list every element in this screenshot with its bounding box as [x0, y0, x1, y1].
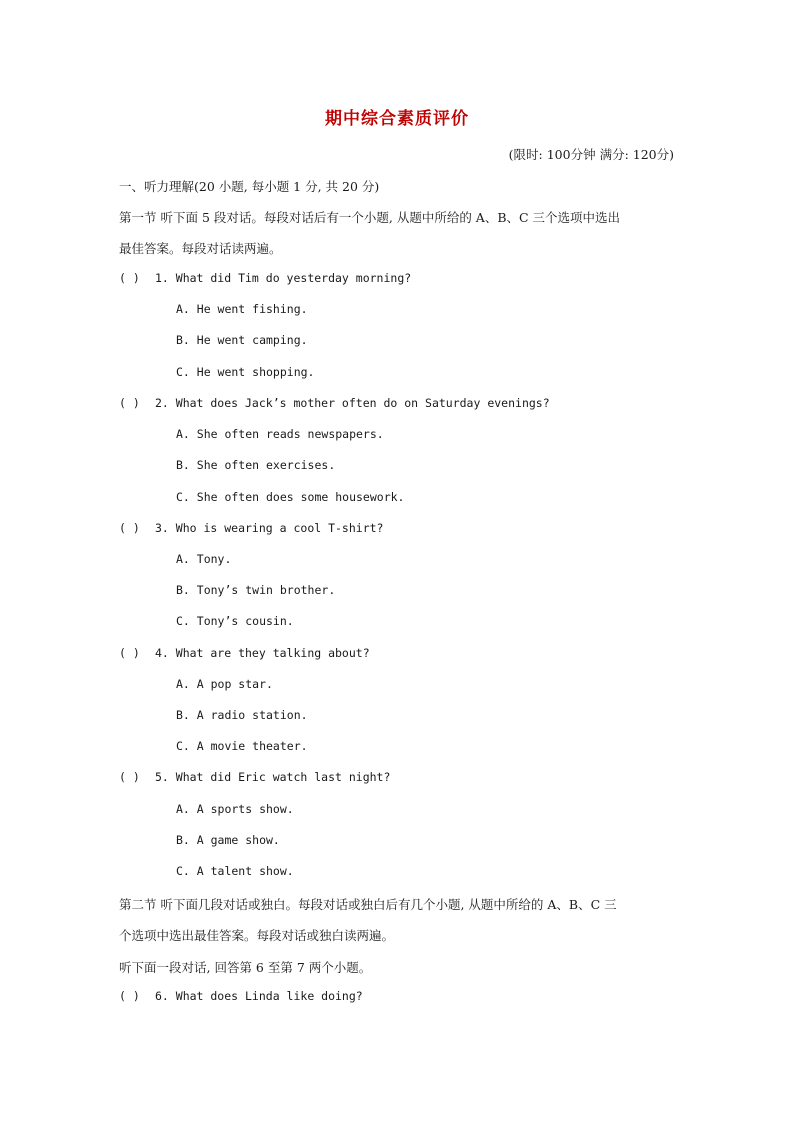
section2-instructions-line1: 第二节 听下面几段对话或独白。每段对话或独白后有几个小题, 从题中所给的 A、B、C 三 — [119, 897, 617, 912]
answer-blank[interactable]: ( ) — [119, 770, 140, 784]
question-5 — [119, 770, 390, 784]
question-stem: 1. What did Tim do yesterday morning? — [155, 271, 412, 285]
question-3 — [119, 521, 383, 535]
option-a: A. She often reads newspapers. — [176, 427, 384, 441]
part1-heading: 一、听力理解(20 小题, 每小题 1 分, 共 20 分) — [119, 179, 380, 194]
option-b: B. Tony’s twin brother. — [176, 583, 336, 597]
option-a: A. A sports show. — [176, 802, 294, 816]
option-c: C. A talent show. — [176, 864, 294, 878]
question-stem: 3. Who is wearing a cool T-shirt? — [155, 521, 384, 535]
section1-instructions-line1: 第一节 听下面 5 段对话。每段对话后有一个小题, 从题中所给的 A、B、C 三个选项中选出 — [119, 210, 621, 225]
option-c: C. Tony’s cousin. — [176, 614, 294, 628]
answer-blank[interactable]: ( ) — [119, 989, 140, 1003]
question-1 — [119, 271, 411, 285]
option-b: B. She often exercises. — [176, 458, 336, 472]
option-b: B. A game show. — [176, 833, 280, 847]
option-a: A. Tony. — [176, 552, 232, 566]
option-a: A. He went fishing. — [176, 302, 308, 316]
question-4 — [119, 646, 370, 660]
option-b: B. A radio station. — [176, 708, 308, 722]
section2-instructions-line3: 听下面一段对话, 回答第 6 至第 7 两个小题。 — [119, 960, 372, 975]
question-6 — [119, 989, 363, 1003]
section1-instructions-line2: 最佳答案。每段对话读两遍。 — [119, 241, 282, 256]
option-b: B. He went camping. — [176, 333, 308, 347]
option-c: C. A movie theater. — [176, 739, 308, 753]
answer-blank[interactable]: ( ) — [119, 271, 140, 285]
answer-blank[interactable]: ( ) — [119, 646, 140, 660]
answer-blank[interactable]: ( ) — [119, 396, 140, 410]
question-stem: 5. What did Eric watch last night? — [155, 770, 391, 784]
time-limit: (限时: 100分钟 满分: 120分) — [508, 147, 674, 162]
page-title: 期中综合素质评价 — [325, 109, 469, 129]
answer-blank[interactable]: ( ) — [119, 521, 140, 535]
option-c: C. She often does some housework. — [176, 490, 405, 504]
question-stem: 2. What does Jack’s mother often do on Saturday evenings? — [155, 396, 550, 410]
question-2 — [119, 396, 550, 410]
option-a: A. A pop star. — [176, 677, 273, 691]
option-c: C. He went shopping. — [176, 365, 315, 379]
question-stem: 4. What are they talking about? — [155, 646, 370, 660]
section2-instructions-line2: 个选项中选出最佳答案。每段对话或独白读两遍。 — [119, 928, 395, 943]
question-stem: 6. What does Linda like doing? — [155, 989, 363, 1003]
